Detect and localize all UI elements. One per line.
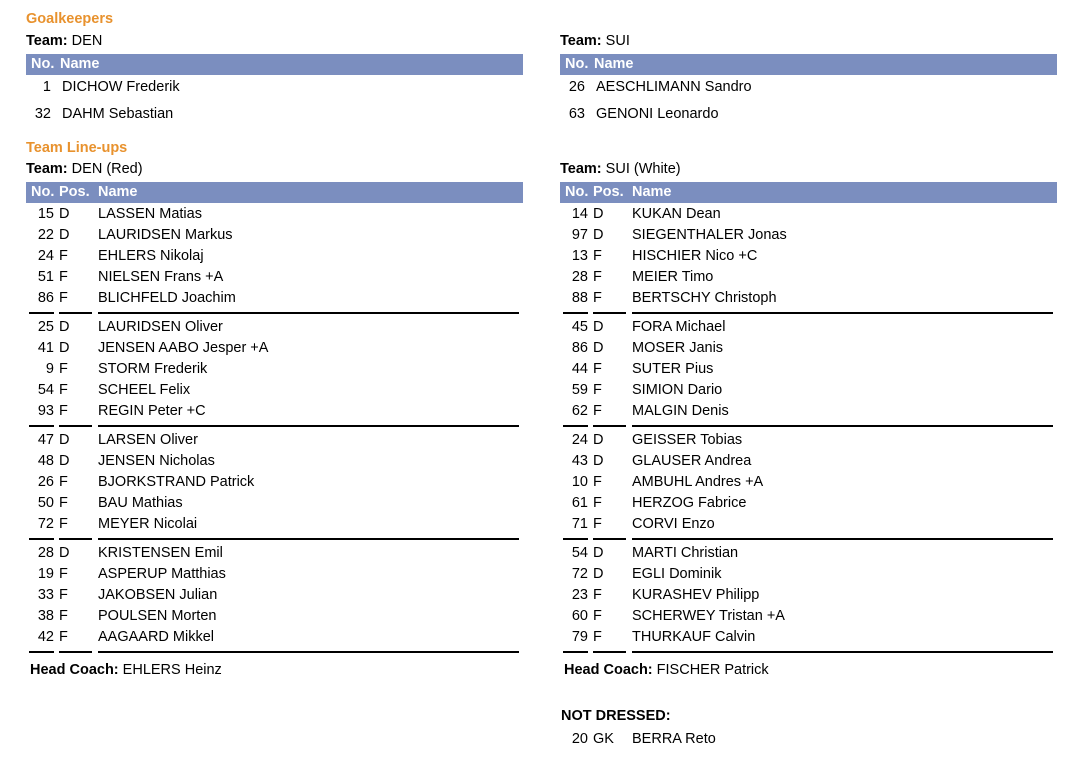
player-position: D — [593, 545, 604, 561]
player-name: REGIN Peter +C — [98, 403, 206, 419]
player-position: F — [59, 248, 68, 264]
lineup-home-team-label — [26, 161, 143, 177]
player-number: 41 — [37, 340, 54, 356]
player-name: BERTSCHY Christoph — [632, 290, 777, 306]
player-number: 79 — [571, 629, 588, 645]
player-number: 24 — [37, 248, 54, 264]
player-position: D — [59, 227, 70, 243]
player-position: F — [59, 587, 68, 603]
player-position: F — [59, 403, 68, 419]
player-name: DICHOW Frederik — [62, 79, 180, 95]
player-position: F — [593, 495, 602, 511]
separator-rule — [563, 312, 588, 314]
coach-name: EHLERS Heinz — [122, 662, 222, 678]
player-row — [560, 359, 1057, 380]
player-number: 59 — [571, 382, 588, 398]
player-position: D — [593, 453, 604, 469]
goalkeeper-row — [560, 104, 1057, 124]
line-separator — [26, 538, 523, 540]
player-position: F — [593, 608, 602, 624]
player-row — [26, 204, 523, 225]
player-row — [560, 288, 1057, 309]
separator-rule — [29, 538, 54, 540]
player-position: F — [59, 361, 68, 377]
player-position: D — [59, 453, 70, 469]
player-row — [26, 606, 523, 627]
player-position: D — [59, 340, 70, 356]
player-name: BERRA Reto — [632, 731, 716, 747]
player-number: 54 — [571, 545, 588, 561]
header-pos: Pos. — [59, 184, 90, 200]
separator-rule — [98, 425, 519, 427]
player-name: SIEGENTHALER Jonas — [632, 227, 787, 243]
player-row — [560, 246, 1057, 267]
gk-home-header — [26, 54, 523, 75]
player-name: POULSEN Morten — [98, 608, 217, 624]
separator-rule — [632, 651, 1053, 653]
player-name: LARSEN Oliver — [98, 432, 198, 448]
separator-rule — [59, 312, 92, 314]
player-position: D — [593, 206, 604, 222]
player-row — [560, 585, 1057, 606]
separator-rule — [593, 425, 626, 427]
player-row — [560, 225, 1057, 246]
header-no: No. — [565, 56, 589, 72]
player-row — [560, 380, 1057, 401]
player-position: F — [593, 290, 602, 306]
player-position: F — [593, 587, 602, 603]
player-number: 26 — [568, 79, 585, 95]
player-row — [26, 267, 523, 288]
player-name: AMBUHL Andres +A — [632, 474, 764, 490]
separator-rule — [563, 425, 588, 427]
player-row — [560, 430, 1057, 451]
player-row — [26, 430, 523, 451]
player-name: MEIER Timo — [632, 269, 714, 285]
player-row — [560, 564, 1057, 585]
header-no: No. — [31, 56, 55, 72]
player-number: 43 — [571, 453, 588, 469]
separator-rule — [59, 651, 92, 653]
player-name: BAU Mathias — [98, 495, 183, 511]
player-name: JAKOBSEN Julian — [98, 587, 218, 603]
player-name: MOSER Janis — [632, 340, 724, 356]
player-name: KURASHEV Philipp — [632, 587, 760, 603]
coach-prefix: Head Coach: — [30, 662, 119, 678]
player-row — [26, 493, 523, 514]
separator-rule — [29, 312, 54, 314]
player-number: 32 — [34, 106, 51, 122]
player-number: 19 — [37, 566, 54, 582]
player-row — [560, 514, 1057, 535]
player-number: 54 — [37, 382, 54, 398]
team-prefix: Team: — [560, 33, 602, 49]
separator-rule — [563, 651, 588, 653]
player-name: KUKAN Dean — [632, 206, 721, 222]
separator-rule — [98, 312, 519, 314]
away-head-coach — [564, 662, 769, 678]
player-number: 62 — [571, 403, 588, 419]
player-number: 24 — [571, 432, 588, 448]
header-name: Name — [594, 56, 634, 72]
player-name: MALGIN Denis — [632, 403, 729, 419]
player-number: 48 — [37, 453, 54, 469]
player-row — [26, 472, 523, 493]
line-separator — [26, 425, 523, 427]
player-position: F — [593, 248, 602, 264]
player-number: 15 — [37, 206, 54, 222]
header-name: Name — [632, 184, 672, 200]
player-number: 1 — [42, 79, 51, 95]
separator-rule — [98, 538, 519, 540]
header-name: Name — [60, 56, 100, 72]
player-name: EGLI Dominik — [632, 566, 722, 582]
home-head-coach — [30, 662, 222, 678]
player-position: D — [59, 206, 70, 222]
player-number: 71 — [571, 516, 588, 532]
player-position: F — [59, 495, 68, 511]
line-separator — [26, 651, 523, 653]
coach-name: FISCHER Patrick — [656, 662, 769, 678]
separator-rule — [632, 538, 1053, 540]
player-row — [560, 493, 1057, 514]
player-position: D — [593, 340, 604, 356]
player-number: 10 — [571, 474, 588, 490]
player-position: F — [59, 566, 68, 582]
player-name: HERZOG Fabrice — [632, 495, 747, 511]
player-row — [26, 288, 523, 309]
coach-prefix: Head Coach: — [564, 662, 653, 678]
line-separator — [26, 312, 523, 314]
team-name: SUI — [605, 33, 630, 49]
player-number: 93 — [37, 403, 54, 419]
player-name: THURKAUF Calvin — [632, 629, 756, 645]
player-position: F — [59, 608, 68, 624]
player-position: F — [59, 269, 68, 285]
player-position: D — [593, 227, 604, 243]
player-number: 38 — [37, 608, 54, 624]
separator-rule — [563, 538, 588, 540]
player-row — [26, 564, 523, 585]
player-number: 33 — [37, 587, 54, 603]
line-separator — [560, 651, 1057, 653]
player-position: D — [593, 432, 604, 448]
line-separator — [560, 312, 1057, 314]
player-position: F — [593, 382, 602, 398]
player-number: 88 — [571, 290, 588, 306]
team-name: DEN — [71, 33, 103, 49]
player-name: SCHERWEY Tristan +A — [632, 608, 785, 624]
player-number: 45 — [571, 319, 588, 335]
player-number: 13 — [571, 248, 588, 264]
lineups-title: Team Line-ups — [26, 140, 128, 156]
player-number: 86 — [571, 340, 588, 356]
player-row — [26, 380, 523, 401]
player-number: 72 — [37, 516, 54, 532]
player-position: F — [593, 474, 602, 490]
player-number: 86 — [37, 290, 54, 306]
goalkeepers-title: Goalkeepers — [26, 11, 114, 27]
player-name: MARTI Christian — [632, 545, 739, 561]
player-name: HISCHIER Nico +C — [632, 248, 758, 264]
separator-rule — [632, 312, 1053, 314]
player-name: BJORKSTRAND Patrick — [98, 474, 255, 490]
separator-rule — [29, 651, 54, 653]
team-prefix: Team: — [560, 161, 602, 177]
team-name: SUI (White) — [605, 161, 681, 177]
separator-rule — [593, 312, 626, 314]
header-no: No. — [565, 184, 589, 200]
goalkeeper-row — [26, 77, 523, 97]
player-row — [560, 472, 1057, 493]
player-name: KRISTENSEN Emil — [98, 545, 223, 561]
player-row — [560, 338, 1057, 359]
separator-rule — [593, 651, 626, 653]
player-row — [560, 451, 1057, 472]
player-number: 23 — [571, 587, 588, 603]
player-name: EHLERS Nikolaj — [98, 248, 204, 264]
player-row — [26, 359, 523, 380]
player-row — [26, 338, 523, 359]
player-name: STORM Frederik — [98, 361, 208, 377]
player-position: F — [593, 403, 602, 419]
player-name: MEYER Nicolai — [98, 516, 198, 532]
player-name: LAURIDSEN Markus — [98, 227, 233, 243]
player-position: F — [59, 516, 68, 532]
player-row — [560, 401, 1057, 422]
separator-rule — [59, 425, 92, 427]
gk-home-team-label — [26, 33, 102, 49]
player-name: BLICHFELD Joachim — [98, 290, 236, 306]
player-row — [560, 627, 1057, 648]
player-row — [26, 246, 523, 267]
player-number: 61 — [571, 495, 588, 511]
goalkeeper-row — [26, 104, 523, 124]
lineup-away-header — [560, 182, 1057, 203]
player-position: D — [59, 432, 70, 448]
player-name: AAGAARD Mikkel — [98, 629, 215, 645]
player-row — [26, 451, 523, 472]
player-row — [26, 585, 523, 606]
player-row — [560, 267, 1057, 288]
player-row — [560, 204, 1057, 225]
separator-rule — [593, 538, 626, 540]
player-position: F — [593, 629, 602, 645]
player-name: GENONI Leonardo — [596, 106, 719, 122]
player-row — [26, 401, 523, 422]
player-name: LASSEN Matias — [98, 206, 202, 222]
gk-away-header — [560, 54, 1057, 75]
player-name: GEISSER Tobias — [632, 432, 743, 448]
not-dressed-title: NOT DRESSED: — [561, 708, 671, 724]
player-number: 63 — [568, 106, 585, 122]
header-pos: Pos. — [593, 184, 624, 200]
line-separator — [560, 425, 1057, 427]
goalkeeper-row — [560, 77, 1057, 97]
team-name: DEN (Red) — [71, 161, 143, 177]
player-position: GK — [593, 731, 614, 747]
player-name: GLAUSER Andrea — [632, 453, 752, 469]
player-name: LAURIDSEN Oliver — [98, 319, 223, 335]
player-name: SIMION Dario — [632, 382, 723, 398]
player-position: F — [593, 361, 602, 377]
team-prefix: Team: — [26, 33, 68, 49]
player-number: 14 — [571, 206, 588, 222]
player-position: D — [593, 319, 604, 335]
lineup-away-team-label — [560, 161, 681, 177]
header-no: No. — [31, 184, 55, 200]
player-number: 9 — [45, 361, 54, 377]
player-name: ASPERUP Matthias — [98, 566, 226, 582]
player-number: 42 — [37, 629, 54, 645]
player-position: F — [593, 269, 602, 285]
player-row — [560, 317, 1057, 338]
player-number: 51 — [37, 269, 54, 285]
player-name: CORVI Enzo — [632, 516, 715, 532]
player-name: SCHEEL Felix — [98, 382, 191, 398]
player-number: 50 — [37, 495, 54, 511]
player-position: F — [593, 516, 602, 532]
player-name: JENSEN AABO Jesper +A — [98, 340, 269, 356]
player-row — [26, 317, 523, 338]
lineup-home-header — [26, 182, 523, 203]
player-row — [26, 543, 523, 564]
player-row — [26, 627, 523, 648]
player-name: FORA Michael — [632, 319, 726, 335]
player-number: 22 — [37, 227, 54, 243]
player-number: 44 — [571, 361, 588, 377]
player-row — [560, 543, 1057, 564]
player-position: F — [59, 290, 68, 306]
player-position: F — [59, 382, 68, 398]
player-number: 97 — [571, 227, 588, 243]
separator-rule — [632, 425, 1053, 427]
not-dressed-row — [560, 729, 1057, 750]
player-name: SUTER Pius — [632, 361, 714, 377]
player-number: 60 — [571, 608, 588, 624]
separator-rule — [29, 425, 54, 427]
player-number: 26 — [37, 474, 54, 490]
player-position: D — [59, 319, 70, 335]
player-row — [560, 606, 1057, 627]
player-position: D — [59, 545, 70, 561]
player-row — [26, 225, 523, 246]
player-number: 28 — [37, 545, 54, 561]
player-number: 25 — [37, 319, 54, 335]
player-name: NIELSEN Frans +A — [98, 269, 224, 285]
separator-rule — [59, 538, 92, 540]
player-name: JENSEN Nicholas — [98, 453, 215, 469]
player-row — [26, 514, 523, 535]
player-position: F — [59, 474, 68, 490]
gk-away-team-label — [560, 33, 630, 49]
header-name: Name — [98, 184, 138, 200]
player-number: 47 — [37, 432, 54, 448]
separator-rule — [98, 651, 519, 653]
player-number: 28 — [571, 269, 588, 285]
player-name: AESCHLIMANN Sandro — [596, 79, 752, 95]
player-number: 20 — [571, 731, 588, 747]
player-name: DAHM Sebastian — [62, 106, 174, 122]
team-prefix: Team: — [26, 161, 68, 177]
player-position: D — [593, 566, 604, 582]
line-separator — [560, 538, 1057, 540]
player-position: F — [59, 629, 68, 645]
player-number: 72 — [571, 566, 588, 582]
